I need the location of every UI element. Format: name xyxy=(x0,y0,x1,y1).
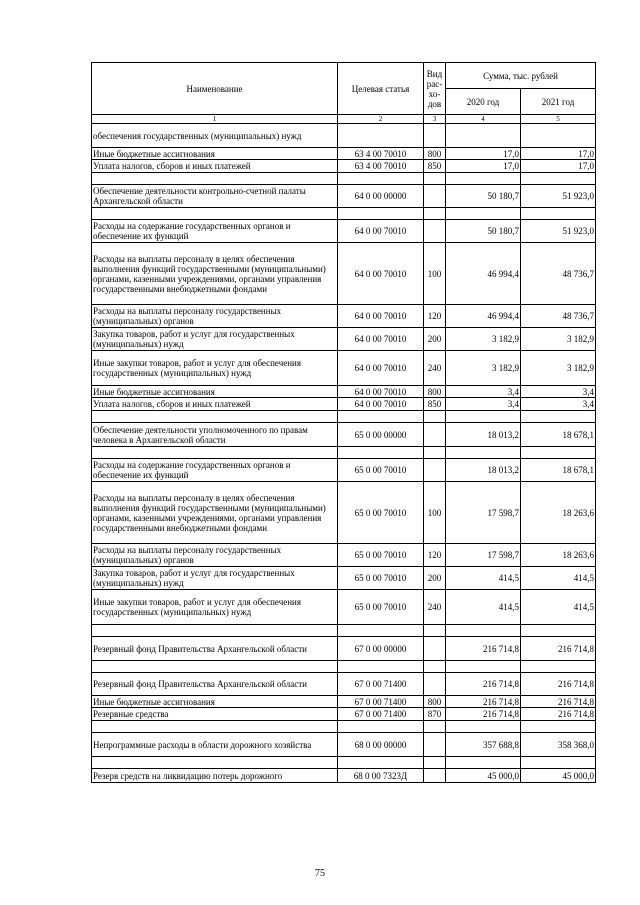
row-code: 64 0 00 70010 xyxy=(338,398,424,411)
row-type xyxy=(424,637,446,661)
row-value-2020: 414,5 xyxy=(446,567,521,590)
table-row xyxy=(92,185,596,208)
header-type: Вид рас-хо-дов xyxy=(424,63,446,115)
spacer-row xyxy=(92,625,596,637)
row-type xyxy=(424,673,446,696)
row-value-2021: 358 368,0 xyxy=(521,733,596,757)
row-code xyxy=(338,173,424,185)
row-type xyxy=(424,447,446,459)
table-row xyxy=(92,673,596,696)
row-name: Иные бюджетные ассигнования xyxy=(92,386,338,398)
row-value-2021: 3 182,9 xyxy=(521,351,596,386)
row-value-2021: 17,0 xyxy=(521,160,596,173)
table-body xyxy=(92,124,596,783)
row-name xyxy=(92,447,338,459)
row-value-2021: 17,0 xyxy=(521,148,596,160)
table-row xyxy=(92,769,596,783)
spacer-row xyxy=(92,173,596,185)
table-row xyxy=(92,124,596,148)
row-code: 65 0 00 70010 xyxy=(338,590,424,625)
column-index: 4 xyxy=(446,115,521,124)
row-name xyxy=(92,721,338,733)
table-row xyxy=(92,305,596,328)
column-index-row xyxy=(92,115,596,124)
row-name: Иные бюджетные ассигнования xyxy=(92,696,338,708)
column-index: 5 xyxy=(521,115,596,124)
row-code xyxy=(338,661,424,673)
row-code xyxy=(338,757,424,769)
column-index: 1 xyxy=(92,115,338,124)
row-type xyxy=(424,185,446,208)
row-code xyxy=(338,411,424,423)
row-code: 64 0 00 70010 xyxy=(338,351,424,386)
row-name xyxy=(92,173,338,185)
row-value-2020: 17,0 xyxy=(446,148,521,160)
row-type xyxy=(424,220,446,243)
row-value-2020: 216 714,8 xyxy=(446,673,521,696)
row-name: Уплата налогов, сборов и иных платежей xyxy=(92,160,338,173)
row-type xyxy=(424,661,446,673)
row-value-2020: 3,4 xyxy=(446,398,521,411)
row-code: 64 0 00 00000 xyxy=(338,185,424,208)
spacer-row xyxy=(92,208,596,220)
row-name: Иные закупки товаров, работ и услуг для обеспечения государственных (муниципальных) нужд xyxy=(92,351,338,386)
row-name: Иные бюджетные ассигнования xyxy=(92,148,338,160)
row-value-2020 xyxy=(446,173,521,185)
row-name: Резервный фонд Правительства Архангельской области xyxy=(92,673,338,696)
column-index: 2 xyxy=(338,115,424,124)
row-value-2020: 46 994,4 xyxy=(446,243,521,305)
row-type: 100 xyxy=(424,243,446,305)
row-code: 67 0 00 71400 xyxy=(338,673,424,696)
row-name: Непрограммные расходы в области дорожного хозяйства xyxy=(92,733,338,757)
row-type xyxy=(424,459,446,482)
row-name xyxy=(92,757,338,769)
row-code: 67 0 00 00000 xyxy=(338,637,424,661)
row-value-2021: 18 678,1 xyxy=(521,459,596,482)
row-type: 240 xyxy=(424,590,446,625)
row-value-2021: 51 923,0 xyxy=(521,220,596,243)
row-value-2020: 357 688,8 xyxy=(446,733,521,757)
table-row xyxy=(92,220,596,243)
row-value-2021: 3,4 xyxy=(521,386,596,398)
row-code: 64 0 00 70010 xyxy=(338,305,424,328)
row-value-2021: 18 263,6 xyxy=(521,544,596,567)
row-type xyxy=(424,208,446,220)
row-value-2020: 414,5 xyxy=(446,590,521,625)
row-value-2020 xyxy=(446,208,521,220)
row-value-2020: 45 000,0 xyxy=(446,769,521,783)
row-type xyxy=(424,625,446,637)
row-value-2020: 216 714,8 xyxy=(446,708,521,721)
row-name xyxy=(92,661,338,673)
row-type: 870 xyxy=(424,708,446,721)
row-code: 64 0 00 70010 xyxy=(338,220,424,243)
row-name: Резервный фонд Правительства Архангельской области xyxy=(92,637,338,661)
table-row xyxy=(92,398,596,411)
row-type: 800 xyxy=(424,148,446,160)
column-index: 3 xyxy=(424,115,446,124)
row-name: Резерв средств на ликвидацию потерь дорожного xyxy=(92,769,338,783)
spacer-row xyxy=(92,721,596,733)
row-value-2021 xyxy=(521,173,596,185)
row-value-2020: 18 013,2 xyxy=(446,423,521,447)
row-value-2020 xyxy=(446,721,521,733)
row-value-2020 xyxy=(446,625,521,637)
row-value-2021: 3 182,9 xyxy=(521,328,596,351)
spacer-row xyxy=(92,661,596,673)
row-name: Расходы на содержание государственных органов и обеспечение их функций xyxy=(92,459,338,482)
row-name xyxy=(92,411,338,423)
header-sum: Сумма, тыс. рублей xyxy=(446,63,596,89)
table-row xyxy=(92,544,596,567)
row-code: 65 0 00 70010 xyxy=(338,567,424,590)
spacer-row xyxy=(92,757,596,769)
row-code: 64 0 00 70010 xyxy=(338,386,424,398)
row-value-2021: 48 736,7 xyxy=(521,243,596,305)
row-code: 65 0 00 70010 xyxy=(338,459,424,482)
row-code: 65 0 00 70010 xyxy=(338,544,424,567)
row-value-2020: 46 994,4 xyxy=(446,305,521,328)
row-code: 63 4 00 70010 xyxy=(338,160,424,173)
row-name: Расходы на выплаты персоналу государственных (муниципальных) органов xyxy=(92,544,338,567)
table-row xyxy=(92,637,596,661)
row-type xyxy=(424,173,446,185)
table-row xyxy=(92,590,596,625)
row-name: Расходы на выплаты персоналу в целях обеспечения выполнения функций государственными (муниципальными) органами, казенными учреждениями, органами управления государственными внебюджетными фондами xyxy=(92,243,338,305)
row-value-2021: 216 714,8 xyxy=(521,673,596,696)
row-value-2021 xyxy=(521,661,596,673)
table-row xyxy=(92,733,596,757)
table-row xyxy=(92,482,596,544)
row-code xyxy=(338,721,424,733)
row-value-2020: 18 013,2 xyxy=(446,459,521,482)
row-code: 63 4 00 70010 xyxy=(338,148,424,160)
row-type: 800 xyxy=(424,696,446,708)
row-value-2020: 17 598,7 xyxy=(446,482,521,544)
row-value-2021 xyxy=(521,124,596,148)
row-code: 65 0 00 00000 xyxy=(338,423,424,447)
row-value-2020 xyxy=(446,757,521,769)
row-value-2021: 216 714,8 xyxy=(521,708,596,721)
row-value-2021: 216 714,8 xyxy=(521,637,596,661)
row-value-2020: 216 714,8 xyxy=(446,637,521,661)
row-value-2020: 17 598,7 xyxy=(446,544,521,567)
row-name: Расходы на выплаты персоналу в целях обеспечения выполнения функций государственными (муниципальными) органами, казенными учреждениями, органами управления государственными внебюджетными фондами xyxy=(92,482,338,544)
row-code: 65 0 00 70010 xyxy=(338,482,424,544)
table-row xyxy=(92,148,596,160)
row-value-2021: 414,5 xyxy=(521,590,596,625)
row-type xyxy=(424,757,446,769)
row-name: Расходы на содержание государственных органов и обеспечение их функций xyxy=(92,220,338,243)
row-value-2020 xyxy=(446,411,521,423)
row-value-2021 xyxy=(521,625,596,637)
table-row xyxy=(92,567,596,590)
row-value-2020: 50 180,7 xyxy=(446,185,521,208)
row-type xyxy=(424,733,446,757)
row-value-2021: 18 678,1 xyxy=(521,423,596,447)
row-value-2020: 3 182,9 xyxy=(446,328,521,351)
row-type xyxy=(424,124,446,148)
header-year-2020: 2020 год xyxy=(446,89,521,115)
row-value-2020: 3 182,9 xyxy=(446,351,521,386)
row-name: Закупка товаров, работ и услуг для государственных (муниципальных) нужд xyxy=(92,328,338,351)
table-row xyxy=(92,696,596,708)
row-type: 200 xyxy=(424,328,446,351)
row-name: Закупка товаров, работ и услуг для государственных (муниципальных) нужд xyxy=(92,567,338,590)
row-code: 68 0 00 7323Д xyxy=(338,769,424,783)
row-value-2021: 18 263,6 xyxy=(521,482,596,544)
table-row xyxy=(92,328,596,351)
row-code: 67 0 00 71400 xyxy=(338,696,424,708)
spacer-row xyxy=(92,447,596,459)
row-name: Обеспечение деятельности контрольно-счетной палаты Архангельской области xyxy=(92,185,338,208)
row-value-2020: 216 714,8 xyxy=(446,696,521,708)
row-code: 68 0 00 00000 xyxy=(338,733,424,757)
row-value-2021 xyxy=(521,757,596,769)
row-name: Уплата налогов, сборов и иных платежей xyxy=(92,398,338,411)
row-type: 240 xyxy=(424,351,446,386)
row-value-2021: 414,5 xyxy=(521,567,596,590)
row-name: Расходы на выплаты персоналу государственных (муниципальных) органов xyxy=(92,305,338,328)
table-row xyxy=(92,351,596,386)
row-name: обеспечения государственных (муниципальных) нужд xyxy=(92,124,338,148)
row-value-2020: 3,4 xyxy=(446,386,521,398)
row-value-2021 xyxy=(521,447,596,459)
row-value-2021: 3,4 xyxy=(521,398,596,411)
row-value-2020: 17,0 xyxy=(446,160,521,173)
table-row xyxy=(92,708,596,721)
row-code: 64 0 00 70010 xyxy=(338,328,424,351)
header-name: Наименование xyxy=(92,63,338,115)
spacer-row xyxy=(92,411,596,423)
row-name: Резервные средства xyxy=(92,708,338,721)
row-value-2021 xyxy=(521,721,596,733)
row-name xyxy=(92,625,338,637)
row-type: 120 xyxy=(424,544,446,567)
row-type: 850 xyxy=(424,160,446,173)
row-name: Иные закупки товаров, работ и услуг для обеспечения государственных (муниципальных) нужд xyxy=(92,590,338,625)
row-name xyxy=(92,208,338,220)
table-row xyxy=(92,160,596,173)
row-type xyxy=(424,411,446,423)
row-code xyxy=(338,625,424,637)
row-type xyxy=(424,721,446,733)
row-type: 800 xyxy=(424,386,446,398)
row-value-2021: 48 736,7 xyxy=(521,305,596,328)
row-name: Обеспечение деятельности уполномоченного по правам человека в Архангельской области xyxy=(92,423,338,447)
row-code xyxy=(338,124,424,148)
row-value-2020: 50 180,7 xyxy=(446,220,521,243)
row-code xyxy=(338,447,424,459)
row-type: 200 xyxy=(424,567,446,590)
table-row xyxy=(92,459,596,482)
row-type: 120 xyxy=(424,305,446,328)
table-row xyxy=(92,386,596,398)
row-value-2021: 51 923,0 xyxy=(521,185,596,208)
row-type: 850 xyxy=(424,398,446,411)
row-value-2021 xyxy=(521,208,596,220)
budget-table xyxy=(91,62,596,783)
header-code: Целевая статья xyxy=(338,63,424,115)
row-value-2021 xyxy=(521,411,596,423)
header-year-2021: 2021 год xyxy=(521,89,596,115)
row-value-2020 xyxy=(446,447,521,459)
row-value-2021: 216 714,8 xyxy=(521,696,596,708)
row-type xyxy=(424,769,446,783)
row-value-2020 xyxy=(446,124,521,148)
row-code: 67 0 00 71400 xyxy=(338,708,424,721)
table-row xyxy=(92,423,596,447)
row-value-2020 xyxy=(446,661,521,673)
row-code: 64 0 00 70010 xyxy=(338,243,424,305)
row-type: 100 xyxy=(424,482,446,544)
row-type xyxy=(424,423,446,447)
table-row xyxy=(92,243,596,305)
row-code xyxy=(338,208,424,220)
row-value-2021: 45 000,0 xyxy=(521,769,596,783)
page-number: 75 xyxy=(315,868,325,879)
